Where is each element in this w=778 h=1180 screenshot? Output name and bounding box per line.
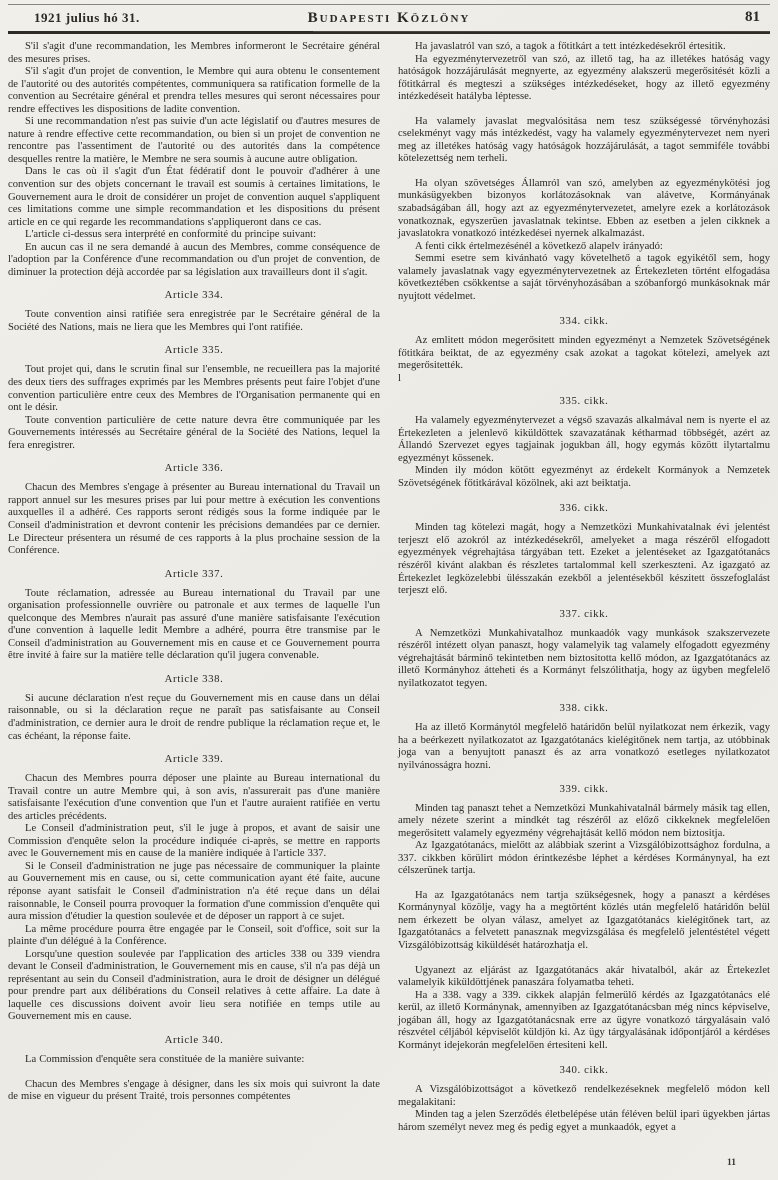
paragraph: Az emlitett módon megerősitett minden egyezményt a Nemzetek Szövetségének főtitkára beiktat, de az egyezmény csak azokat a tagokat kötelezi, amelyek azt megerősitették. [398,335,770,372]
paragraph: Minden tag panaszt tehet a Nemzetközi Munkahivatalnál bármely másik tag ellen, amely nézete szerint a mindkét tag részéről az előző cikkeknek megfelelően megerősitett valamely egyezmény végrehajtását kellő módon nem biztositja. [398,802,770,839]
header-date: 1921 julius hó 31. [34,10,140,25]
article-heading: Article 334. [164,289,224,302]
paragraph: Ha az Igazgatótanács nem tartja szükségesnek, hogy a panaszt a kérdéses Kormánynyal közölje, vagy ha a megtörtént közlés után megfelelő határidőn belül nem érkezett be olyan válasz, amelyet az Igazgatótanács kielégitőnek tart, az Igazgatótanács a felvetett panasznak megvizsgálása és megfelelő jelentéstétel végett Vizsgálóbizottság kiküldését határozhatja el. [398,889,770,951]
paragraph: Ha javaslatról van szó, a tagok a főtitkárt a tett intézkedésekről értesitik. [415,41,726,52]
paragraph: En aucun cas il ne sera demandé à aucun des Membres, comme conséquence de l'adoption par la Conférence d'une recommandation ou d'un projet de convention, de diminuer la protection déjà accordée par sa législation aux travailleurs dont il s'agit. [8,241,380,278]
article-heading: 335. cikk. [559,395,609,408]
article-heading: Article 335. [164,344,224,357]
article-heading: Article 336. [164,462,224,475]
paragraph: Ha valamely egyezménytervezet a végső szavazás alkalmával nem is nyerte el az Értekezleten a jelenlevő kiküldöttek szavazatának kétharmad többségét, azért az Állandó Szervezet egyes tagjainak jogukban áll, hogy egymás között ilytartalmu egyezményt kössenek. [398,415,770,464]
paragraph: Toute convention particulière de cette nature devra être communiquée par les Gouvernements intéressés au Secrétaire général de la Société des Nations, lequel la fera enregistrer. [8,414,380,451]
paragraph: Minden tag kötelezi magát, hogy a Nemzetközi Munkahivatalnak évi jelentést terjeszt elő azokról az intézkedésekről, amelyeket a maga részéről elfogadott egyezmények végrehajtása tárgyában tett. Ezeket a jelentéseket az Igazgatótanács részéről kivánt alakban és részletes tartalommal kell szerkeszteni. Az igazgató az Értekezlet legközelebbi ülésszakán ezekből a jelentésekből készitett összefoglalást terjeszt elő. [398,522,770,597]
paragraph: Chacun des Membres s'engage à présenter au Bureau international du Travail un rapport annuel sur les mesures prises par lui pour mettre à exécution les conventions auxquelles il a adhéré. Ces rapports seront rédigés sous la forme indiquée par le Conseil d'administration et devront contenir les précisions demandées par ce dernier. Le Directeur présentera un résumé de ces rapports à la plus prochaine session de la Conférence. [8,482,380,557]
paragraph: Si une recommandation n'est pas suivie d'un acte législatif ou d'autres mesures de nature à rendre effective cette recommandation, ou bien si un projet de convention ne rencontre pas l'assentiment de l'autorité ou des autorités dans la compétence desquelles rentre la matière, le Membre ne sera soumis à aucune autre obligation. [8,116,380,165]
header-page-number: 81 [745,9,760,25]
article-heading: 336. cikk. [559,502,609,515]
newspaper-page [8,4,770,1176]
paragraph: Az Igazgatótanács, mielőtt az alábbiak szerint a Vizsgálóbizottsághoz fordulna, a 337. cikkben körülirt módon érintkezésbe léphet a kérdéses Kormánynyal, ha ezt célszerünek tartja. [398,840,770,877]
paragraph: Si aucune déclaration n'est reçue du Gouvernement mis en cause dans un délai raisonnable, ou si la déclaration reçue ne paraît pas satisfaisante au Conseil d'administration, ce dernier aura le droit de rendre publique la réclamation reçue et, le cas échéant, la réponse faite. [8,692,380,742]
paragraph: Ha olyan szövetséges Államról van szó, amelyben az egyezménykötési jog munkásügyekben bizonyos korlátozásoknak van alávetve, Kormányának szabadságában áll, hogy azt az egyezménytervezetet, amelyre ezek a korlátozások vonatkoznak, egyszerüen javaslatnak tekintse. Ebben az esetben a jelen cikknek a javaslatokra vonatkozó intézkedései nyernek alkalmazást. [398,177,770,240]
paragraph: Minden tag a jelen Szerződés életbelépése után féléven belül ipari ügyekben jártas három személyt nevez meg és pedig egyet a munkaadók, egyet a [398,1109,770,1133]
article-heading: Article 338. [164,672,224,685]
right-column-hungarian [398,41,770,1135]
paragraph: S'il s'agit d'une recommandation, les Membres informeront le Secrétaire général des mesures prises. [8,41,380,65]
stray-mark: l [398,373,401,385]
paragraph: S'il s'agit d'un projet de convention, le Membre qui aura obtenu le consentement de l'autorité ou des autorités compétentes, communiquera sa ratification formelle de la convention au Secrétaire général et prendra telles mesures qui seront nécessaires pour rendre effectives les dispositions de ladite convention. [8,66,380,115]
paragraph: A fenti cikk értelmezésénél a következő alapelv irányadó: [415,240,663,252]
left-column-french [8,41,380,1135]
paragraph: Ha az illető Kormánytól megfelelő határidőn belül nyilatkozat nem érkezik, vagy ha a beérkezett nyilatkozatot az Igazgatótanács kielégitőnek nem tartja, az utóbbinak joga van a benyujtott panaszt és az arra vonatkozó esetleges nyilatkozatot nyilvánosságra hozni. [398,722,770,771]
paragraph: Ha a 338. vagy a 339. cikkek alapján felmerülő kérdés az Igazgatótanács elé kerül, az illető Kormánynak, amennyiben az Igazgatótanácsban még nincs képviselve, jogában áll, hogy az Igazgatótanácsnak erre az ügyre vonatkozó tárgyalásain való részvétel céljából képviselőt küldjön ki. Az ügy tárgyalásának időpontjáról a kérdéses Kormányt idejekorán megfelelően értesiteni kell. [398,989,770,1051]
paragraph: Toute convention ainsi ratifiée sera enregistrée par le Secrétaire général de la Société des Nations, mais ne liera que les Membres qui l'ont ratifiée. [8,309,380,333]
paragraph: Ha egyezménytervezetről van szó, az illető tag, ha az illetékes hatóság vagy hatóságok hozzájárulását megnyerte, az egyezmény alakszerü megerősitését közli a főtitkárral és megteszi a szükséges intézkedéseket, hogy az illető egyezmény intézkedéseit hatályba léptesse. [398,53,770,103]
paragraph: Si le Conseil d'administration ne juge pas nécessaire de communiquer la plainte au Gouvernement mis en cause, ou si, cette communication ayant été faite, aucune réponse ayant satisfait le Conseil d'administration n'a été reçue dans un délai raisonnable, le Conseil pourra provoquer la formation d'une commission d'enquête qui aura mission d'étudier la question soulevée et de déposer un rapport à ce sujet. [8,860,380,923]
sheet-number: 11 [727,1158,736,1168]
paragraph: Chacun des Membres pourra déposer une plainte au Bureau international du Travail contre un autre Membre qui, à son avis, n'assurerait pas d'une manière satisfaisante l'exécution d'une convention que l'un et l'autre auraient ratifiée en vertu des articles précédents. [8,773,380,822]
article-heading: 337. cikk. [559,607,609,620]
article-heading: Article 337. [164,567,224,580]
article-heading: 338. cikk. [559,702,609,715]
article-heading: Article 340. [164,1034,224,1046]
paragraph: Ha valamely javaslat megvalósitása nem tesz szükségessé törvényhozási cselekményt vagy más intézkedést, vagy ha valamely egyezménytervezet nem nyeri meg az illetékes hatóság vagy hatóságok hozzájárulását, a tagot semmiféle további kötelezettség nem terheli. [398,115,770,165]
two-column-body [8,41,770,1135]
paragraph: A Vizsgálóbizottságot a következő rendelkezéseknek megfelelő módon kell megalakitani: [398,1084,770,1108]
paragraph: La Commission d'enquête sera constituée de la manière suivante: [25,1054,305,1065]
paragraph: Semmi esetre sem kivánható vagy követelhető a tagok egyikétől sem, hogy valamely javaslatnak vagy egyezménytervezetnek az Értekezleten történt elfogadása következtében csökkentse a saját törvényhozásában a szóbanforgó munkásoknak már nyujtott védelmet. [398,253,770,302]
paragraph: A Nemzetközi Munkahivatalhoz munkaadók vagy munkások szakszervezete részéről intézett olyan panaszt, hogy valamelyik tag valamely elfogadott egyezmény végrehajtását bárminő tekintetben nem biztositotta kellő módon, az Igazgatótanács az illető Kormányhoz átteheti és a Kormányt felszólithatja, hogy az ügyben megfelelő nyilatkozatot tegyen. [398,627,770,689]
article-heading: 339. cikk. [559,782,609,795]
paragraph: Toute réclamation, adressée au Bureau international du Travail par une organisation professionnelle ouvrière ou patronale et aux termes de laquelle l'un quelconque des Membres n'aurait pas assuré d'une manière satisfaisante l'exécution d'une convention à laquelle ledit Membre a adhéré, pourra être transmise par le Conseil d'administration au Gouvernement mis en cause et ce Gouvernement pourra être invité à faire sur la matière telle déclaration qu'il jugera convenable. [8,587,380,662]
paragraph: Ugyanezt az eljárást az Igazgatótanács akár hivatalból, akár az Értekezlet valamelyik kiküldöttjének panaszára folyamatba teheti. [398,964,770,989]
paragraph: L'article ci-dessus sera interprété en conformité du principe suivant: [25,229,317,241]
article-heading: Article 339. [164,753,224,766]
paragraph: Lorsqu'une question soulevée par l'application des articles 338 ou 339 viendra devant le Conseil d'administration, le Gouvernement mis en cause, s'il n'a pas déjà un représentant au sein du Conseil d'administration, aura le droit de désigner un délégué pour prendre part aux délibérations du Conseil relatives à cette affaire. La date à laquelle ces discussions doivent avoir lieu sera notifiée en temps utile au Gouvernement mis en cause. [8,948,380,1023]
article-heading: 334. cikk. [559,315,609,328]
page-header [8,4,770,34]
paragraph: Le Conseil d'administration peut, s'il le juge à propos, et avant de saisir une Commission d'enquête selon la procédure indiquée ci-après, se mettre en rapports avec le Gouvernement mis en cause de la manière indiquée à l'article 337. [8,823,380,860]
paragraph: Tout projet qui, dans le scrutin final sur l'ensemble, ne recueillera pas la majorité des deux tiers des suffrages exprimés par les Membres présents peut faire l'objet d'une convention particulière entre ceux des Membres de l'Organisation permanente qui en ont le désir. [8,364,380,414]
newspaper-title: Budapesti Közlöny [307,10,471,26]
paragraph: Dans le cas où il s'agit d'un État fédératif dont le pouvoir d'adhérer à une convention sur des objets concernant le travail est soumis à certaines limitations, le Gouvernement aura le droit de considérer un projet de convention auquel s'appliquent ces limitations comme une simple recommandation et les dispositions du présent article en ce qui regarde les recommandations s'appliqueront dans ce cas. [8,166,380,228]
article-heading: 340. cikk. [559,1064,609,1077]
paragraph: Chacun des Membres s'engage à désigner, dans les six mois qui suivront la date de mise en vigueur du présent Traité, trois personnes compétentes [8,1078,380,1103]
paragraph: Minden ily módon kötött egyezményt az érdekelt Kormányok a Nemzetek Szövetségének főtitkárával közölnek, aki azt beiktatja. [398,465,770,489]
header-rule [313,31,770,32]
paragraph: La même procédure pourra être engagée par le Conseil, soit d'office, soit sur la plainte d'un délégué à la Conférence. [8,923,380,948]
